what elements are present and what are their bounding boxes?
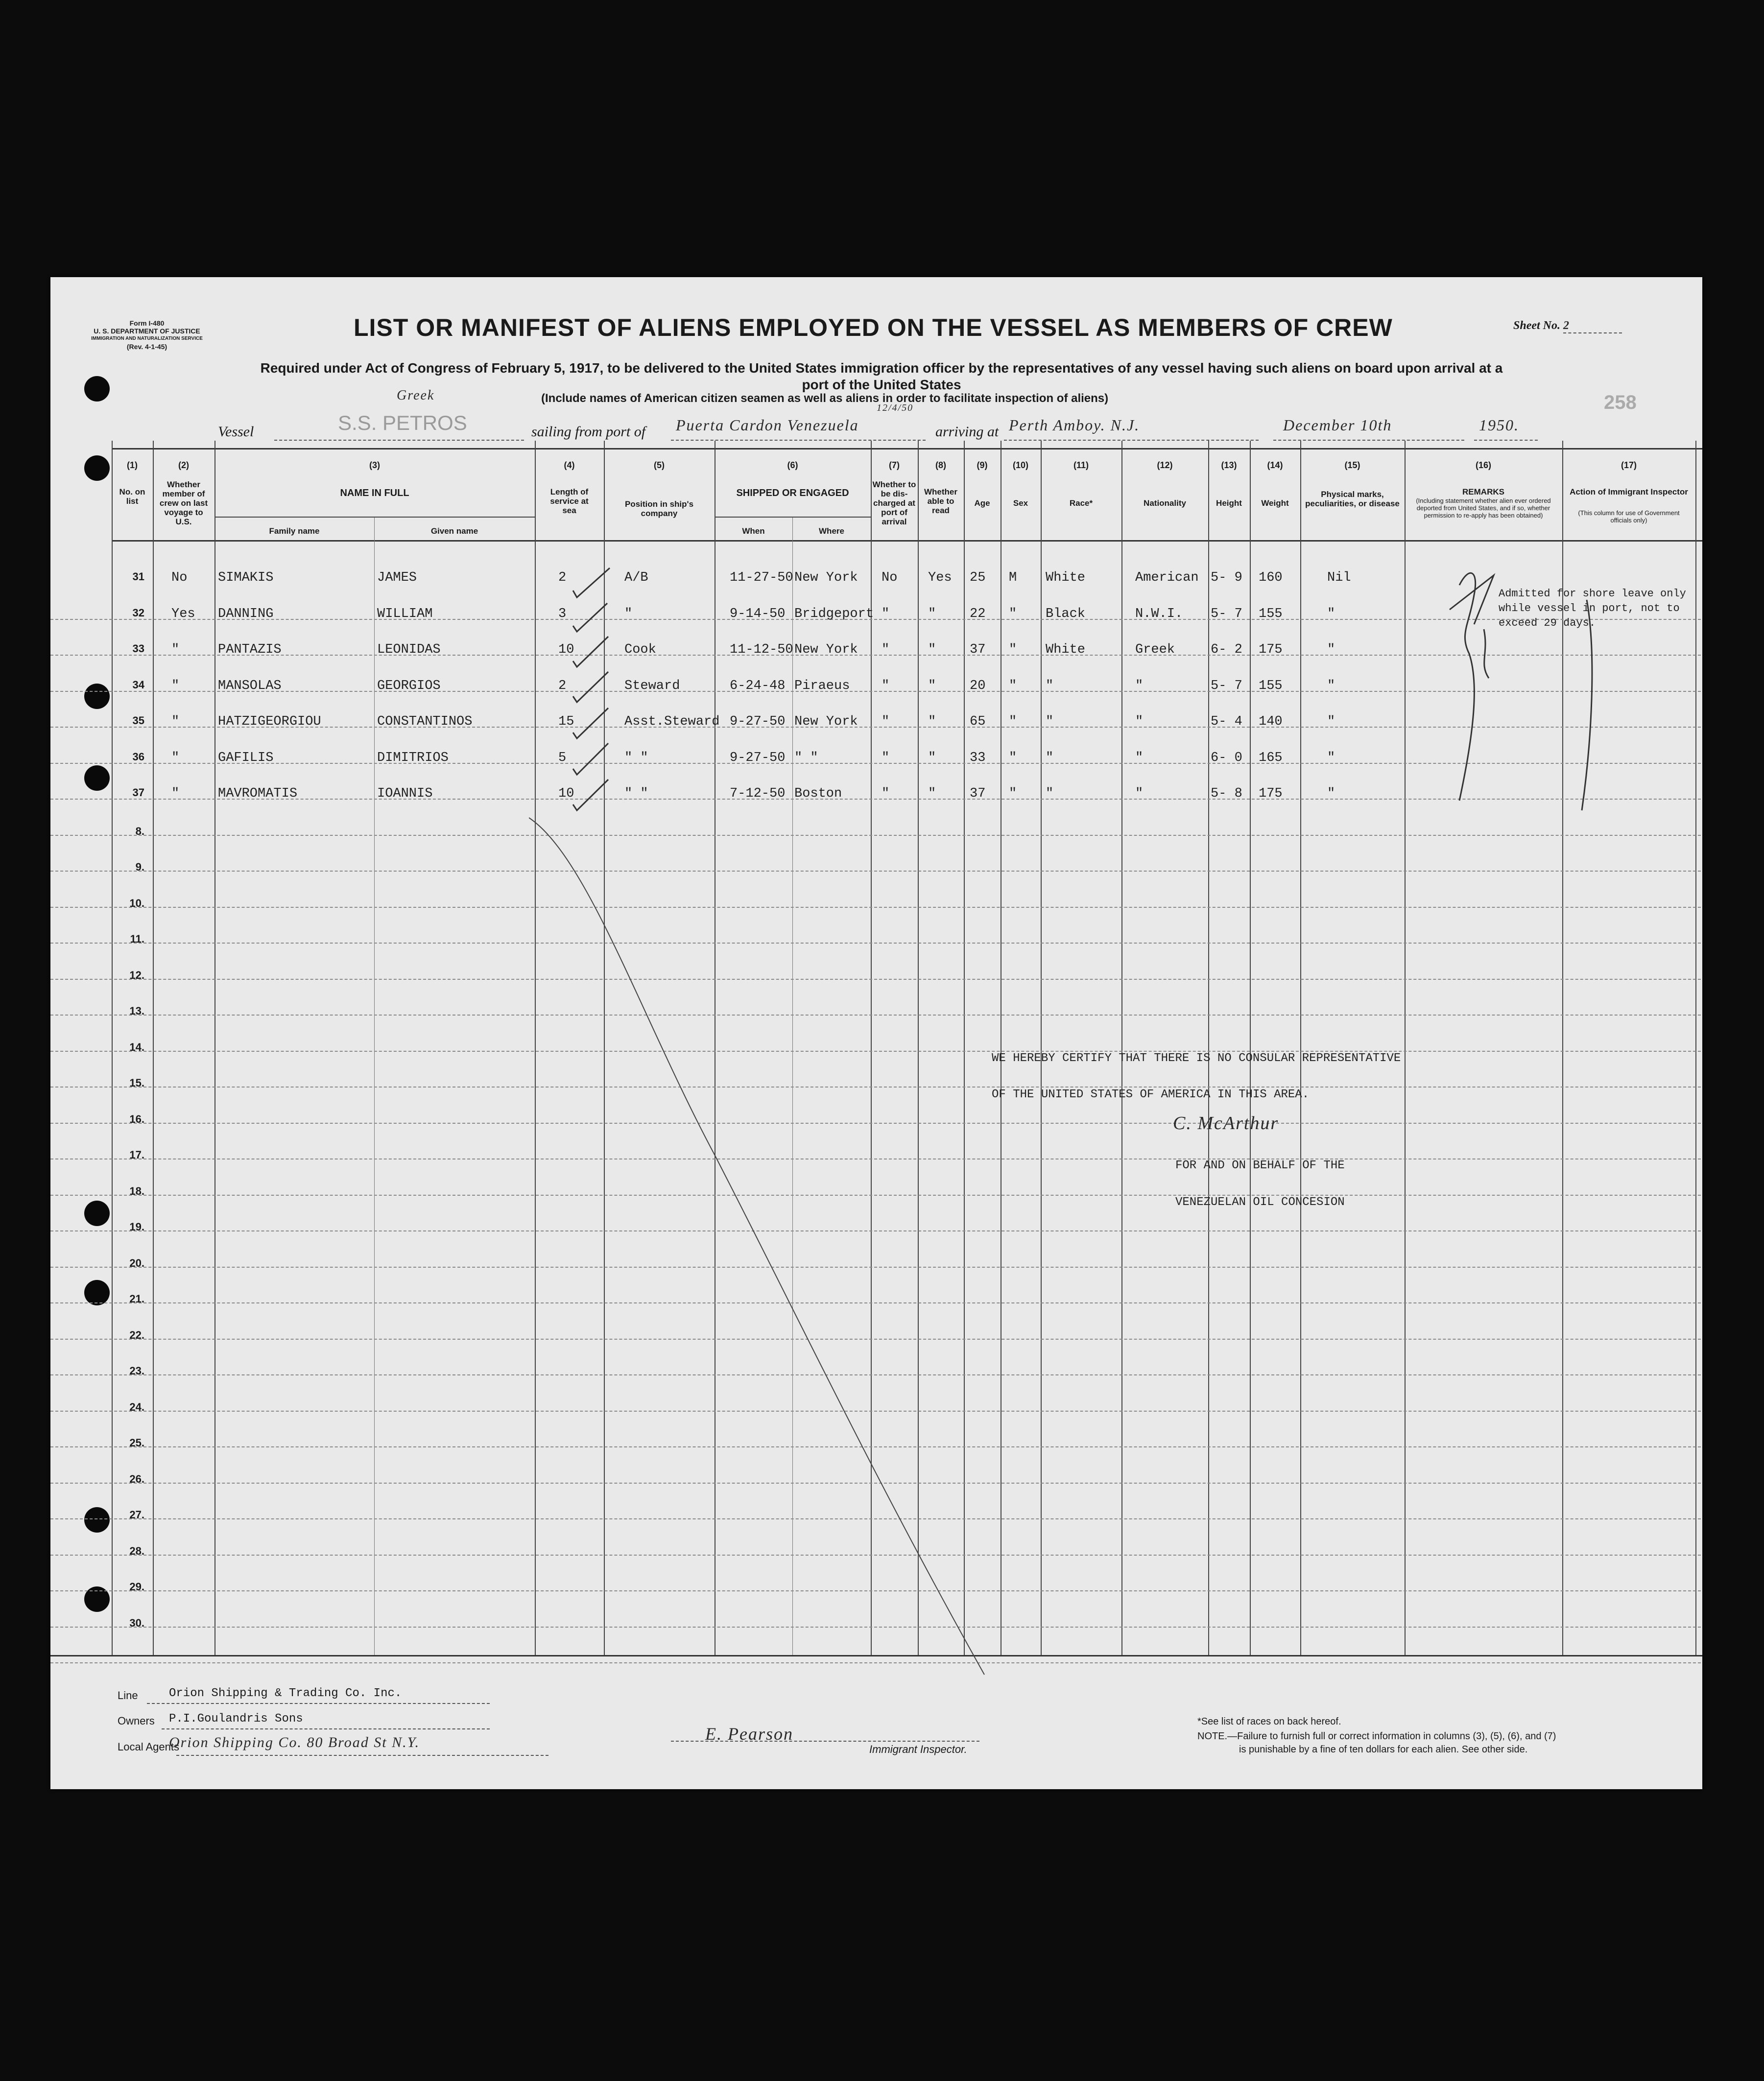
arrival-year: 1950. <box>1479 416 1519 434</box>
col-16-label: REMARKS <box>1462 487 1504 497</box>
col-15-number: (15) <box>1344 460 1360 470</box>
sheet-number: Sheet No. 2 <box>1513 319 1622 333</box>
include-note: (Include names of American citizen seamen as well as aliens in order to facilitate inspection of aliens) <box>541 392 1109 405</box>
crew-given: GEORGIOS <box>377 679 441 693</box>
certification-line-1: WE HEREBY CERTIFY THAT THERE IS NO CONSULAR REPRESENTATIVE <box>992 1052 1401 1065</box>
binder-hole <box>84 765 110 791</box>
col-11-number: (11) <box>1073 460 1089 470</box>
col-16-number: (16) <box>1475 460 1491 470</box>
crew-last-voyage: " <box>171 679 180 693</box>
binder-hole <box>84 1280 110 1305</box>
crew-given: CONSTANTINOS <box>377 714 473 729</box>
crew-given: IOANNIS <box>377 786 433 801</box>
crew-position: " " <box>624 786 648 801</box>
sailing-port: Puerta Cardon Venezuela <box>676 416 859 434</box>
col-17-label: Action of Immigrant Inspector <box>1570 487 1688 497</box>
table-top-border <box>112 448 1702 449</box>
arriving-port: Perth Amboy. N.J. <box>1009 416 1140 434</box>
crew-where: New York <box>794 570 858 585</box>
crew-nationality: N.W.I. <box>1135 607 1183 621</box>
crew-position: Steward <box>624 679 680 693</box>
form-identifier: Form I-480 U. S. DEPARTMENT OF JUSTICE IMMIGRATION AND NATURALIZATION SERVICE (Rev. 4-1-45) <box>91 319 203 351</box>
requirement-text: Required under Act of Congress of February 5, 1917, to be delivered to the United States immigration officer by the representatives of any vessel having such aliens on board upon arrival at a port of the United States <box>260 360 1503 392</box>
crew-when: 9-14-50 <box>730 607 786 621</box>
crew-weight: 160 <box>1259 570 1283 585</box>
row-number: 11. <box>130 933 144 945</box>
col-4-label: Length of service at sea <box>550 487 589 515</box>
service-checkmarks <box>563 558 642 823</box>
arriving-label: arriving at <box>935 424 999 440</box>
crew-marks: " <box>1327 679 1335 693</box>
col-10-number: (10) <box>1012 460 1028 470</box>
crew-race: White <box>1046 570 1086 585</box>
row-number: 21. <box>129 1293 144 1305</box>
crew-age: 25 <box>970 570 986 585</box>
crew-service: 3 <box>558 607 567 621</box>
crew-weight: 140 <box>1259 714 1283 729</box>
crew-position: " <box>624 607 633 621</box>
col-6-number: (6) <box>787 460 798 470</box>
crew-given: WILLIAM <box>377 607 433 621</box>
crew-service: 10 <box>558 786 574 801</box>
vessel-name: S.S. PETROS <box>338 411 467 434</box>
crew-when: 11-27-50 <box>730 570 793 585</box>
crew-read: " <box>928 642 936 657</box>
row-number: 26. <box>129 1473 144 1485</box>
crew-weight: 175 <box>1259 642 1283 657</box>
crew-marks: Nil <box>1327 570 1351 585</box>
crew-discharged: No <box>882 570 898 585</box>
crew-nationality: " <box>1135 714 1144 729</box>
remarks-line-2: while vessel in port, not to <box>1499 602 1680 615</box>
owners-label: Owners <box>118 1715 155 1727</box>
certification-line-2: OF THE UNITED STATES OF AMERICA IN THIS AREA. <box>992 1088 1310 1101</box>
col-14-number: (14) <box>1267 460 1283 470</box>
row-number: 14. <box>129 1041 144 1053</box>
crew-last-voyage: Yes <box>171 607 195 621</box>
col-7-label: Whether to be dis-charged at port of arrival <box>872 480 916 526</box>
crew-sex: M <box>1009 570 1017 585</box>
crew-family: SIMAKIS <box>218 570 274 585</box>
crew-service: 2 <box>558 570 567 585</box>
inspector-label: Immigrant Inspector. <box>869 1743 967 1755</box>
crew-position: Cook <box>624 642 656 657</box>
row-number: 18. <box>129 1185 144 1197</box>
col-9-number: (9) <box>977 460 988 470</box>
crew-read: " <box>928 679 936 693</box>
crew-last-voyage: No <box>171 570 188 585</box>
crew-where: New York <box>794 714 858 729</box>
crew-read: Yes <box>928 570 952 585</box>
row-number: 23. <box>129 1365 144 1377</box>
row-number: 20. <box>129 1257 144 1269</box>
inspector-signature: E. Pearson <box>705 1724 793 1744</box>
row-number: 22. <box>129 1329 144 1341</box>
arrival-date: December 10th <box>1283 416 1392 434</box>
col-9-label: Age <box>974 498 990 508</box>
crew-no: 35 <box>132 714 144 727</box>
col-14-label: Weight <box>1261 498 1289 508</box>
crew-race: White <box>1046 642 1086 657</box>
crew-last-voyage: " <box>171 642 180 657</box>
crew-family: GAFILIS <box>218 751 274 765</box>
vessel-label: Vessel <box>218 424 254 440</box>
col-3-label: NAME IN FULL <box>340 488 409 498</box>
sailing-annotation: 12/4/50 <box>877 402 914 413</box>
crew-discharged: " <box>882 679 890 693</box>
col-2-number: (2) <box>178 460 189 470</box>
inspector-initials <box>1440 556 1601 820</box>
agents-label: Local Agents <box>118 1741 179 1753</box>
crew-weight: 155 <box>1259 679 1283 693</box>
crew-age: 37 <box>970 786 986 801</box>
crew-marks: " <box>1327 714 1335 729</box>
crew-last-voyage: " <box>171 751 180 765</box>
crew-position: A/B <box>624 570 648 585</box>
col-4-number: (4) <box>564 460 575 470</box>
crew-when: 9-27-50 <box>730 714 786 729</box>
note-line-2: is punishable by a fine of ten dollars for each alien. See other side. <box>1239 1744 1528 1755</box>
crew-sex: " <box>1009 679 1017 693</box>
col-12-label: Nationality <box>1144 498 1186 508</box>
crew-race: " <box>1046 786 1054 801</box>
line-value: Orion Shipping & Trading Co. Inc. <box>169 1687 402 1700</box>
row-number: 8. <box>135 825 144 837</box>
note-line-1: NOTE.—Failure to furnish full or correct information in columns (3), (5), (6), and (7) <box>1197 1731 1556 1742</box>
col-15-label: Physical marks, peculiarities, or disease <box>1305 490 1400 508</box>
crew-no: 34 <box>132 679 144 691</box>
certifier-signature: C. McArthur <box>1173 1113 1279 1134</box>
row-number: 25. <box>129 1437 144 1449</box>
crew-marks: " <box>1327 607 1335 621</box>
remarks-line-1: Admitted for shore leave only <box>1499 588 1686 600</box>
crew-height: 5- 4 <box>1211 714 1242 729</box>
crew-sex: " <box>1009 714 1017 729</box>
crew-age: 22 <box>970 607 986 621</box>
col-1-number: (1) <box>127 460 138 470</box>
col-8-label: Whether able to read <box>924 487 957 515</box>
crew-race: " <box>1046 679 1054 693</box>
crew-where: Boston <box>794 786 842 801</box>
crew-nationality: " <box>1135 751 1144 765</box>
crew-discharged: " <box>882 786 890 801</box>
owners-value: P.I.Goulandris Sons <box>169 1712 303 1726</box>
col-17-number: (17) <box>1621 460 1637 470</box>
crew-height: 5- 7 <box>1211 607 1242 621</box>
crew-no: 32 <box>132 607 144 619</box>
col-8-number: (8) <box>935 460 946 470</box>
sailing-label: sailing from port of <box>531 424 646 440</box>
col-6-when: When <box>742 526 765 536</box>
col-1-label: No. on list <box>119 487 145 506</box>
col-17-sub: (This column for use of Government officials only) <box>1578 509 1680 524</box>
row-number: 30. <box>129 1617 144 1629</box>
races-note: *See list of races on back hereof. <box>1197 1716 1341 1727</box>
crew-family: MAVROMATIS <box>218 786 298 801</box>
binder-hole <box>84 1507 110 1533</box>
col-3-given-name: Given name <box>430 526 478 536</box>
remarks-line-3: exceed 29 days. <box>1499 617 1596 629</box>
crew-no: 33 <box>132 642 144 655</box>
crew-race: Black <box>1046 607 1086 621</box>
crew-no: 36 <box>132 751 144 763</box>
crew-age: 33 <box>970 751 986 765</box>
row-number: 13. <box>129 1005 144 1017</box>
crew-race: " <box>1046 714 1054 729</box>
row-number: 9. <box>135 861 144 873</box>
crew-position: Asst.Steward <box>624 714 720 729</box>
crew-race: " <box>1046 751 1054 765</box>
crew-marks: " <box>1327 786 1335 801</box>
crew-service: 15 <box>558 714 574 729</box>
row-number: 19. <box>129 1221 144 1233</box>
crew-family: DANNING <box>218 607 274 621</box>
stamp-number: 258 <box>1604 392 1637 413</box>
col-5-label: Position in ship's company <box>624 499 694 518</box>
crew-height: 5- 8 <box>1211 786 1242 801</box>
crew-nationality: " <box>1135 679 1144 693</box>
crew-discharged: " <box>882 607 890 621</box>
row-number: 16. <box>129 1113 144 1125</box>
crew-family: MANSOLAS <box>218 679 282 693</box>
crew-when: 7-12-50 <box>730 786 786 801</box>
crew-read: " <box>928 786 936 801</box>
strike-line <box>529 813 994 1679</box>
certification-line-4: VENEZUELAN OIL CONCESION <box>1175 1196 1345 1209</box>
crew-height: 6- 2 <box>1211 642 1242 657</box>
crew-discharged: " <box>882 642 890 657</box>
crew-given: LEONIDAS <box>377 642 441 657</box>
col-11-label: Race* <box>1069 498 1093 508</box>
col-12-number: (12) <box>1157 460 1173 470</box>
crew-service: 10 <box>558 642 574 657</box>
col-13-label: Height <box>1216 498 1242 508</box>
vessel-annotation: Greek <box>397 388 435 403</box>
page-title: LIST OR MANIFEST OF ALIENS EMPLOYED ON THE VESSEL AS MEMBERS OF CREW <box>354 314 1393 341</box>
row-number: 28. <box>129 1545 144 1557</box>
crew-nationality: Greek <box>1135 642 1175 657</box>
col-7-number: (7) <box>889 460 900 470</box>
crew-where: " " <box>794 751 818 765</box>
certification-line-3: FOR AND ON BEHALF OF THE <box>1175 1159 1345 1172</box>
crew-age: 37 <box>970 642 986 657</box>
row-number: 15. <box>129 1077 144 1089</box>
row-number: 17. <box>129 1149 144 1161</box>
crew-when: 11-12-50 <box>730 642 793 657</box>
crew-nationality: " <box>1135 786 1144 801</box>
binder-hole <box>84 684 110 709</box>
crew-service: 5 <box>558 751 567 765</box>
crew-last-voyage: " <box>171 786 180 801</box>
crew-no: 31 <box>132 570 144 583</box>
row-number: 24. <box>129 1401 144 1413</box>
crew-age: 20 <box>970 679 986 693</box>
crew-weight: 175 <box>1259 786 1283 801</box>
crew-sex: " <box>1009 751 1017 765</box>
crew-discharged: " <box>882 751 890 765</box>
crew-height: 5- 7 <box>1211 679 1242 693</box>
crew-given: DIMITRIOS <box>377 751 449 765</box>
table-header-bottom <box>112 540 1702 542</box>
crew-when: 9-27-50 <box>730 751 786 765</box>
row-number: 29. <box>129 1581 144 1593</box>
col-5-number: (5) <box>654 460 665 470</box>
crew-when: 6-24-48 <box>730 679 786 693</box>
crew-read: " <box>928 714 936 729</box>
crew-family: HATZIGEORGIOU <box>218 714 321 729</box>
col-16-sub: (Including statement whether alien ever ordered deported from United States, and if so, whether permission to re-apply has been obtained) <box>1416 497 1551 519</box>
col-13-number: (13) <box>1221 460 1237 470</box>
crew-age: 65 <box>970 714 986 729</box>
line-label: Line <box>118 1689 138 1702</box>
crew-sex: " <box>1009 786 1017 801</box>
row-number: 12. <box>129 969 144 981</box>
crew-sex: " <box>1009 642 1017 657</box>
crew-where: New York <box>794 642 858 657</box>
row-number: 27. <box>129 1509 144 1521</box>
col-10-label: Sex <box>1013 498 1028 508</box>
crew-given: JAMES <box>377 570 417 585</box>
crew-position: " " <box>624 751 648 765</box>
crew-read: " <box>928 751 936 765</box>
crew-service: 2 <box>558 679 567 693</box>
crew-height: 6- 0 <box>1211 751 1242 765</box>
crew-sex: " <box>1009 607 1017 621</box>
crew-no: 37 <box>132 786 144 799</box>
crew-family: PANTAZIS <box>218 642 282 657</box>
col-3-family-name: Family name <box>269 526 320 536</box>
row-number: 10. <box>129 897 144 909</box>
binder-hole <box>84 1201 110 1226</box>
crew-marks: " <box>1327 751 1335 765</box>
col-3-number: (3) <box>369 460 380 470</box>
col-2-label: Whether member of crew on last voyage to U.S. <box>159 480 208 526</box>
crew-weight: 165 <box>1259 751 1283 765</box>
crew-last-voyage: " <box>171 714 180 729</box>
col-6-where: Where <box>819 526 844 536</box>
crew-where: Bridgeport <box>794 607 874 621</box>
crew-discharged: " <box>882 714 890 729</box>
agents-value: Orion Shipping Co. 80 Broad St N.Y. <box>169 1734 420 1750</box>
crew-marks: " <box>1327 642 1335 657</box>
crew-where: Piraeus <box>794 679 850 693</box>
binder-hole <box>84 455 110 481</box>
crew-weight: 155 <box>1259 607 1283 621</box>
crew-height: 5- 9 <box>1211 570 1242 585</box>
crew-nationality: American <box>1135 570 1199 585</box>
col-6-label: SHIPPED OR ENGAGED <box>736 488 849 498</box>
crew-read: " <box>928 607 936 621</box>
